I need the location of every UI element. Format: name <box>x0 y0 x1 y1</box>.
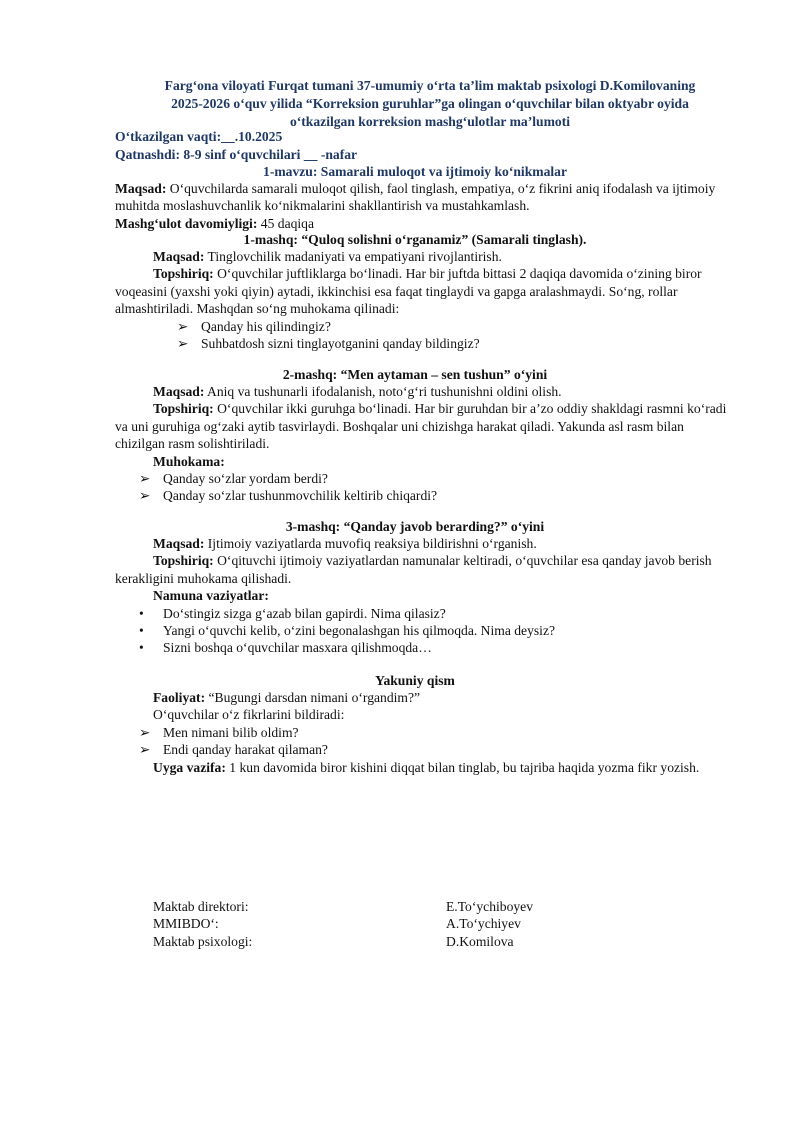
intro-section <box>115 180 735 232</box>
exercise-3-samples-label <box>115 587 735 604</box>
header-line-3: o‘tkazilgan korreksion mashg‘ulotlar ma’lumoti <box>289 114 571 129</box>
exercise-1-title: 1-mashq: “Quloq solishni o‘rganamiz” (Samarali tinglash). <box>243 232 587 247</box>
exercise-2-task-text: O‘quvchilar ikki guruhga bo‘linadi. Har bir guruhdan bir a’zo oddiy shakldagi rasmni ko‘radi va uni guruhiga og‘zaki aytib tasvirlaydi. Boshqalar uni chizishga harakat qiladi. Yakunda asl rasm bilan chizilgan rasm solishtiriladi. <box>115 401 727 452</box>
arrow-icon: ➢ <box>139 742 151 758</box>
arrow-icon: ➢ <box>139 724 151 740</box>
sample-text: Yangi o‘quvchi kelib, o‘zini begonalashgan his qilmoqda. Nima deysiz? <box>163 623 556 639</box>
sample-text: Sizni boshqa o‘quvchilar masxara qilishmoqda… <box>163 640 432 656</box>
question-text: Qanday so‘zlar yordam berdi? <box>163 471 328 487</box>
document-header <box>100 77 760 131</box>
signature-row <box>153 898 633 915</box>
signature-role: Maktab direktori: <box>153 899 249 914</box>
homework <box>115 759 735 776</box>
exercise-2-questions <box>115 470 735 505</box>
bullet-icon: • <box>139 623 144 639</box>
homework-label: Uyga vazifa: <box>153 759 226 775</box>
exercise-3-goal <box>115 535 735 552</box>
signature-block <box>153 898 633 950</box>
exercise-1-task-text: O‘quvchilar juftliklarga bo‘linadi. Har bir juftda bittasi 2 daqiqa davomida o‘zining biror voqeasini (yaxshi yoki qiyin) aytadi, ikkinchisi esa faqat tinglaydi va gapga aralashmaydi. So‘ng, rollar almashtiriladi. Mashqdan so‘ng muhokama qilinadi: <box>115 266 702 317</box>
exercise-3-task <box>115 552 735 587</box>
final-note: O‘quvchilar o‘z fikrlarini bildiradi: <box>153 707 345 723</box>
question-text: Suhbatdosh sizni tinglayotganini qanday bildingiz? <box>201 336 480 352</box>
list-item <box>139 639 735 656</box>
bullet-icon: • <box>139 640 144 656</box>
signature-name: D.Komilova <box>446 933 514 949</box>
topic-title: 1-mavzu: Samarali muloqot va ijtimoiy ko‘nikmalar <box>263 164 567 179</box>
question-text: Endi qanday harakat qilaman? <box>163 742 328 758</box>
samples-label: Namuna vaziyatlar: <box>153 588 269 604</box>
final-activity <box>115 689 735 706</box>
arrow-icon: ➢ <box>139 488 151 504</box>
duration-text: 45 daqiqa <box>257 215 315 231</box>
exercise-2-goal-label: Maqsad: <box>153 384 205 399</box>
final-questions <box>115 724 735 759</box>
exercise-1-goal-label: Maqsad: <box>153 249 205 264</box>
exercise-1-task <box>115 265 735 317</box>
arrow-icon: ➢ <box>177 318 189 334</box>
date-line: O‘tkazilgan vaqti:__.10.2025 <box>115 129 283 144</box>
exercise-2-goal <box>115 383 735 400</box>
exercise-2-title: 2-mashq: “Men aytaman – sen tushun” o‘yini <box>282 367 548 382</box>
list-item <box>139 605 735 622</box>
goal-text: O‘quvchilarda samarali muloqot qilish, faol tinglash, empatiya, o‘z fikrini aniq ifodalash va ijtimoiy muhitda moslashuvchanlik ko‘nikmalarini shakllantirish va mustahkamlash. <box>115 181 716 214</box>
signature-row <box>153 933 633 950</box>
question-text: Qanday so‘zlar tushunmovchilik keltirib chiqardi? <box>163 488 438 504</box>
signature-name: A.To‘ychiyev <box>446 916 521 932</box>
homework-text: 1 kun davomida biror kishini diqqat bilan tinglab, bu tajriba haqida yozma fikr yozish. <box>225 759 700 775</box>
arrow-icon: ➢ <box>139 471 151 487</box>
list-item <box>139 470 735 487</box>
discussion-label: Muhokama: <box>153 453 225 469</box>
exercise-3-task-text: O‘qituvchi ijtimoiy vaziyatlardan namunalar keltiradi, o‘quvchilar esa qanday javob berish kerakligini muhokama qilishadi. <box>115 553 712 586</box>
intro-goal <box>115 180 735 215</box>
header-line-1: Farg‘ona viloyati Furqat tumani 37-umumiy o‘rta ta’lim maktab psixologi D.Komilovaning <box>164 78 696 93</box>
question-text: Men nimani bilib oldim? <box>163 724 299 740</box>
final-section-title: Yakuniy qism <box>375 673 455 688</box>
exercise-1-task-label: Topshiriq: <box>153 266 214 282</box>
exercise-1-goal-text: Tinglovchilik madaniyati va empatiyani rivojlantirish. <box>204 249 502 264</box>
exercise-2-section <box>115 383 735 505</box>
header-line-2: 2025-2026 o‘quv yilida “Korreksion guruhlar”ga olingan o‘quvchilar bilan oktyabr oyida <box>171 96 689 111</box>
list-item <box>177 335 735 352</box>
activity-label: Faoliyat: <box>153 690 206 705</box>
signature-role: MMIBDO‘: <box>153 916 219 932</box>
exercise-2-task-label: Topshiriq: <box>153 401 214 417</box>
list-item <box>139 487 735 504</box>
exercise-3-samples <box>115 605 735 657</box>
signature-role: Maktab psixologi: <box>153 933 253 949</box>
arrow-icon: ➢ <box>177 336 189 352</box>
participants-line: Qatnashdi: 8-9 sinf o‘quvchilari __ -nafar <box>115 147 358 162</box>
exercise-1-questions <box>115 318 735 353</box>
exercise-2-discussion <box>115 453 735 470</box>
question-text: Qanday his qilindingiz? <box>201 318 331 334</box>
sample-text: Do‘stingiz sizga g‘azab bilan gapirdi. Nima qilasiz? <box>163 605 446 621</box>
bullet-icon: • <box>139 605 144 621</box>
exercise-3-task-label: Topshiriq: <box>153 553 214 569</box>
signature-row <box>153 915 633 932</box>
exercise-3-title: 3-mashq: “Qanday javob berarding?” o‘yini <box>285 519 545 534</box>
list-item <box>139 741 735 758</box>
final-section <box>115 689 735 776</box>
intro-duration <box>115 215 735 232</box>
exercise-2-task <box>115 400 735 452</box>
goal-label: Maqsad: <box>115 181 167 196</box>
signature-name: E.To‘ychiboyev <box>446 899 534 914</box>
exercise-3-goal-text: Ijtimoiy vaziyatlarda muvofiq reaksiya bildirishni o‘rganish. <box>204 536 537 551</box>
exercise-1-goal <box>115 248 735 265</box>
list-item <box>177 318 735 335</box>
list-item <box>139 724 735 741</box>
duration-label: Mashg‘ulot davomiyligi: <box>115 215 258 231</box>
exercise-1-section <box>115 248 735 352</box>
exercise-3-goal-label: Maqsad: <box>153 536 205 551</box>
exercise-2-goal-text: Aniq va tushunarli ifodalanish, noto‘g‘ri tushunishni oldini olish. <box>204 384 562 399</box>
exercise-3-section <box>115 535 735 657</box>
list-item <box>139 622 735 639</box>
activity-text: “Bugungi darsdan nimani o‘rgandim?” <box>205 690 421 705</box>
